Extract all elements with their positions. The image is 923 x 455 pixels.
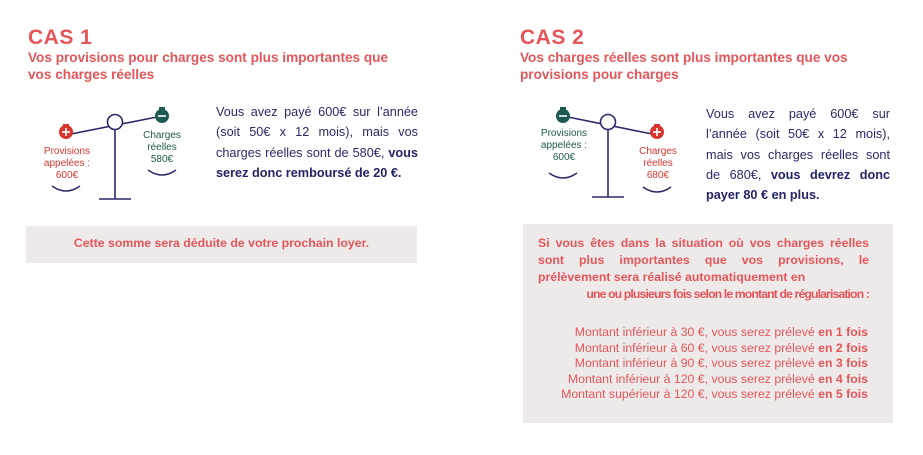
cas2-desc-bold: vous devrez donc payer 80 € en plus. bbox=[706, 167, 890, 203]
cas1-desc-text: Vous avez payé 600€ sur l’année (soit 50€ x 12 mois), mais vos charges réelles sont de 580€, bbox=[216, 105, 418, 160]
list-item-text: Montant inférieur à 120 €, vous serez prélevé bbox=[567, 371, 819, 386]
label-line: appelées : bbox=[540, 140, 588, 151]
list-item bbox=[561, 387, 868, 403]
cas2-subtitle-line2: provisions pour charges bbox=[520, 67, 679, 82]
list-item bbox=[561, 325, 868, 341]
list-item bbox=[561, 372, 868, 388]
cas1-subtitle-line2: vos charges réelles bbox=[28, 67, 155, 82]
list-item-bold: en 1 fois bbox=[818, 325, 868, 339]
list-item-bold: en 4 fois bbox=[818, 371, 868, 386]
plus-weight-icon bbox=[650, 124, 664, 139]
label-line: Provisions bbox=[43, 146, 91, 157]
label-line: réelles bbox=[147, 142, 177, 153]
list-item-bold: en 2 fois bbox=[818, 340, 868, 355]
label-line: 600€ bbox=[55, 170, 79, 181]
label-line: appelées : bbox=[43, 158, 91, 169]
label-line: Provisions bbox=[540, 128, 588, 139]
label-line: 580€ bbox=[150, 154, 174, 165]
cas2-box-intro-last: une ou plusieurs fois selon le montant de régularisation : bbox=[586, 287, 869, 301]
label-line: Charges bbox=[143, 130, 181, 141]
cas2-charges-label bbox=[632, 146, 684, 182]
list-item bbox=[561, 356, 868, 372]
cas2-subtitle-line1: Vos charges réelles sont plus importantes que vos bbox=[520, 50, 848, 65]
cas2-box-intro bbox=[538, 235, 869, 303]
label-line: 680€ bbox=[646, 170, 670, 181]
label-line: Charges bbox=[639, 146, 677, 157]
cas2-amount-list bbox=[561, 325, 868, 403]
cas1-title: CAS 1 bbox=[28, 26, 93, 49]
label-line: réelles bbox=[643, 158, 673, 169]
list-item-text: Montant supérieur à 120 €, vous serez prélevé bbox=[561, 387, 819, 402]
list-item-text: Montant inférieur à 30 €, vous serez prélevé bbox=[574, 325, 819, 339]
label-line: 600€ bbox=[552, 152, 576, 163]
cas2-title: CAS 2 bbox=[520, 26, 585, 49]
cas1-box-text: Cette somme sera déduite de votre prochain loyer. bbox=[73, 236, 370, 250]
list-item bbox=[561, 341, 868, 357]
minus-weight-icon bbox=[556, 107, 570, 123]
list-item-bold: en 5 fois bbox=[818, 387, 868, 402]
list-item-text: Montant inférieur à 60 €, vous serez prélevé bbox=[574, 340, 819, 355]
cas2-desc-text: Vous avez payé 600€ sur l’année (soit 50€ x 12 mois), mais vos charges réelles sont de 680€, bbox=[706, 107, 890, 182]
cas2-provisions-label bbox=[535, 128, 593, 164]
list-item-text: Montant inférieur à 90 €, vous serez prélevé bbox=[574, 356, 819, 371]
cas2-box-intro-text: Si vous êtes dans la situation où vos charges réelles sont plus importantes que vos provisions, le prélèvement sera réalisé automatiquement en bbox=[538, 236, 869, 284]
list-item-bold: en 3 fois bbox=[818, 356, 868, 371]
cas2-description bbox=[706, 104, 890, 205]
cas2-info-box bbox=[523, 224, 893, 423]
cas1-desc-bold: vous serez donc remboursé de 20 €. bbox=[216, 145, 418, 181]
cas1-subtitle-line1: Vos provisions pour charges sont plus importantes que bbox=[28, 50, 389, 65]
